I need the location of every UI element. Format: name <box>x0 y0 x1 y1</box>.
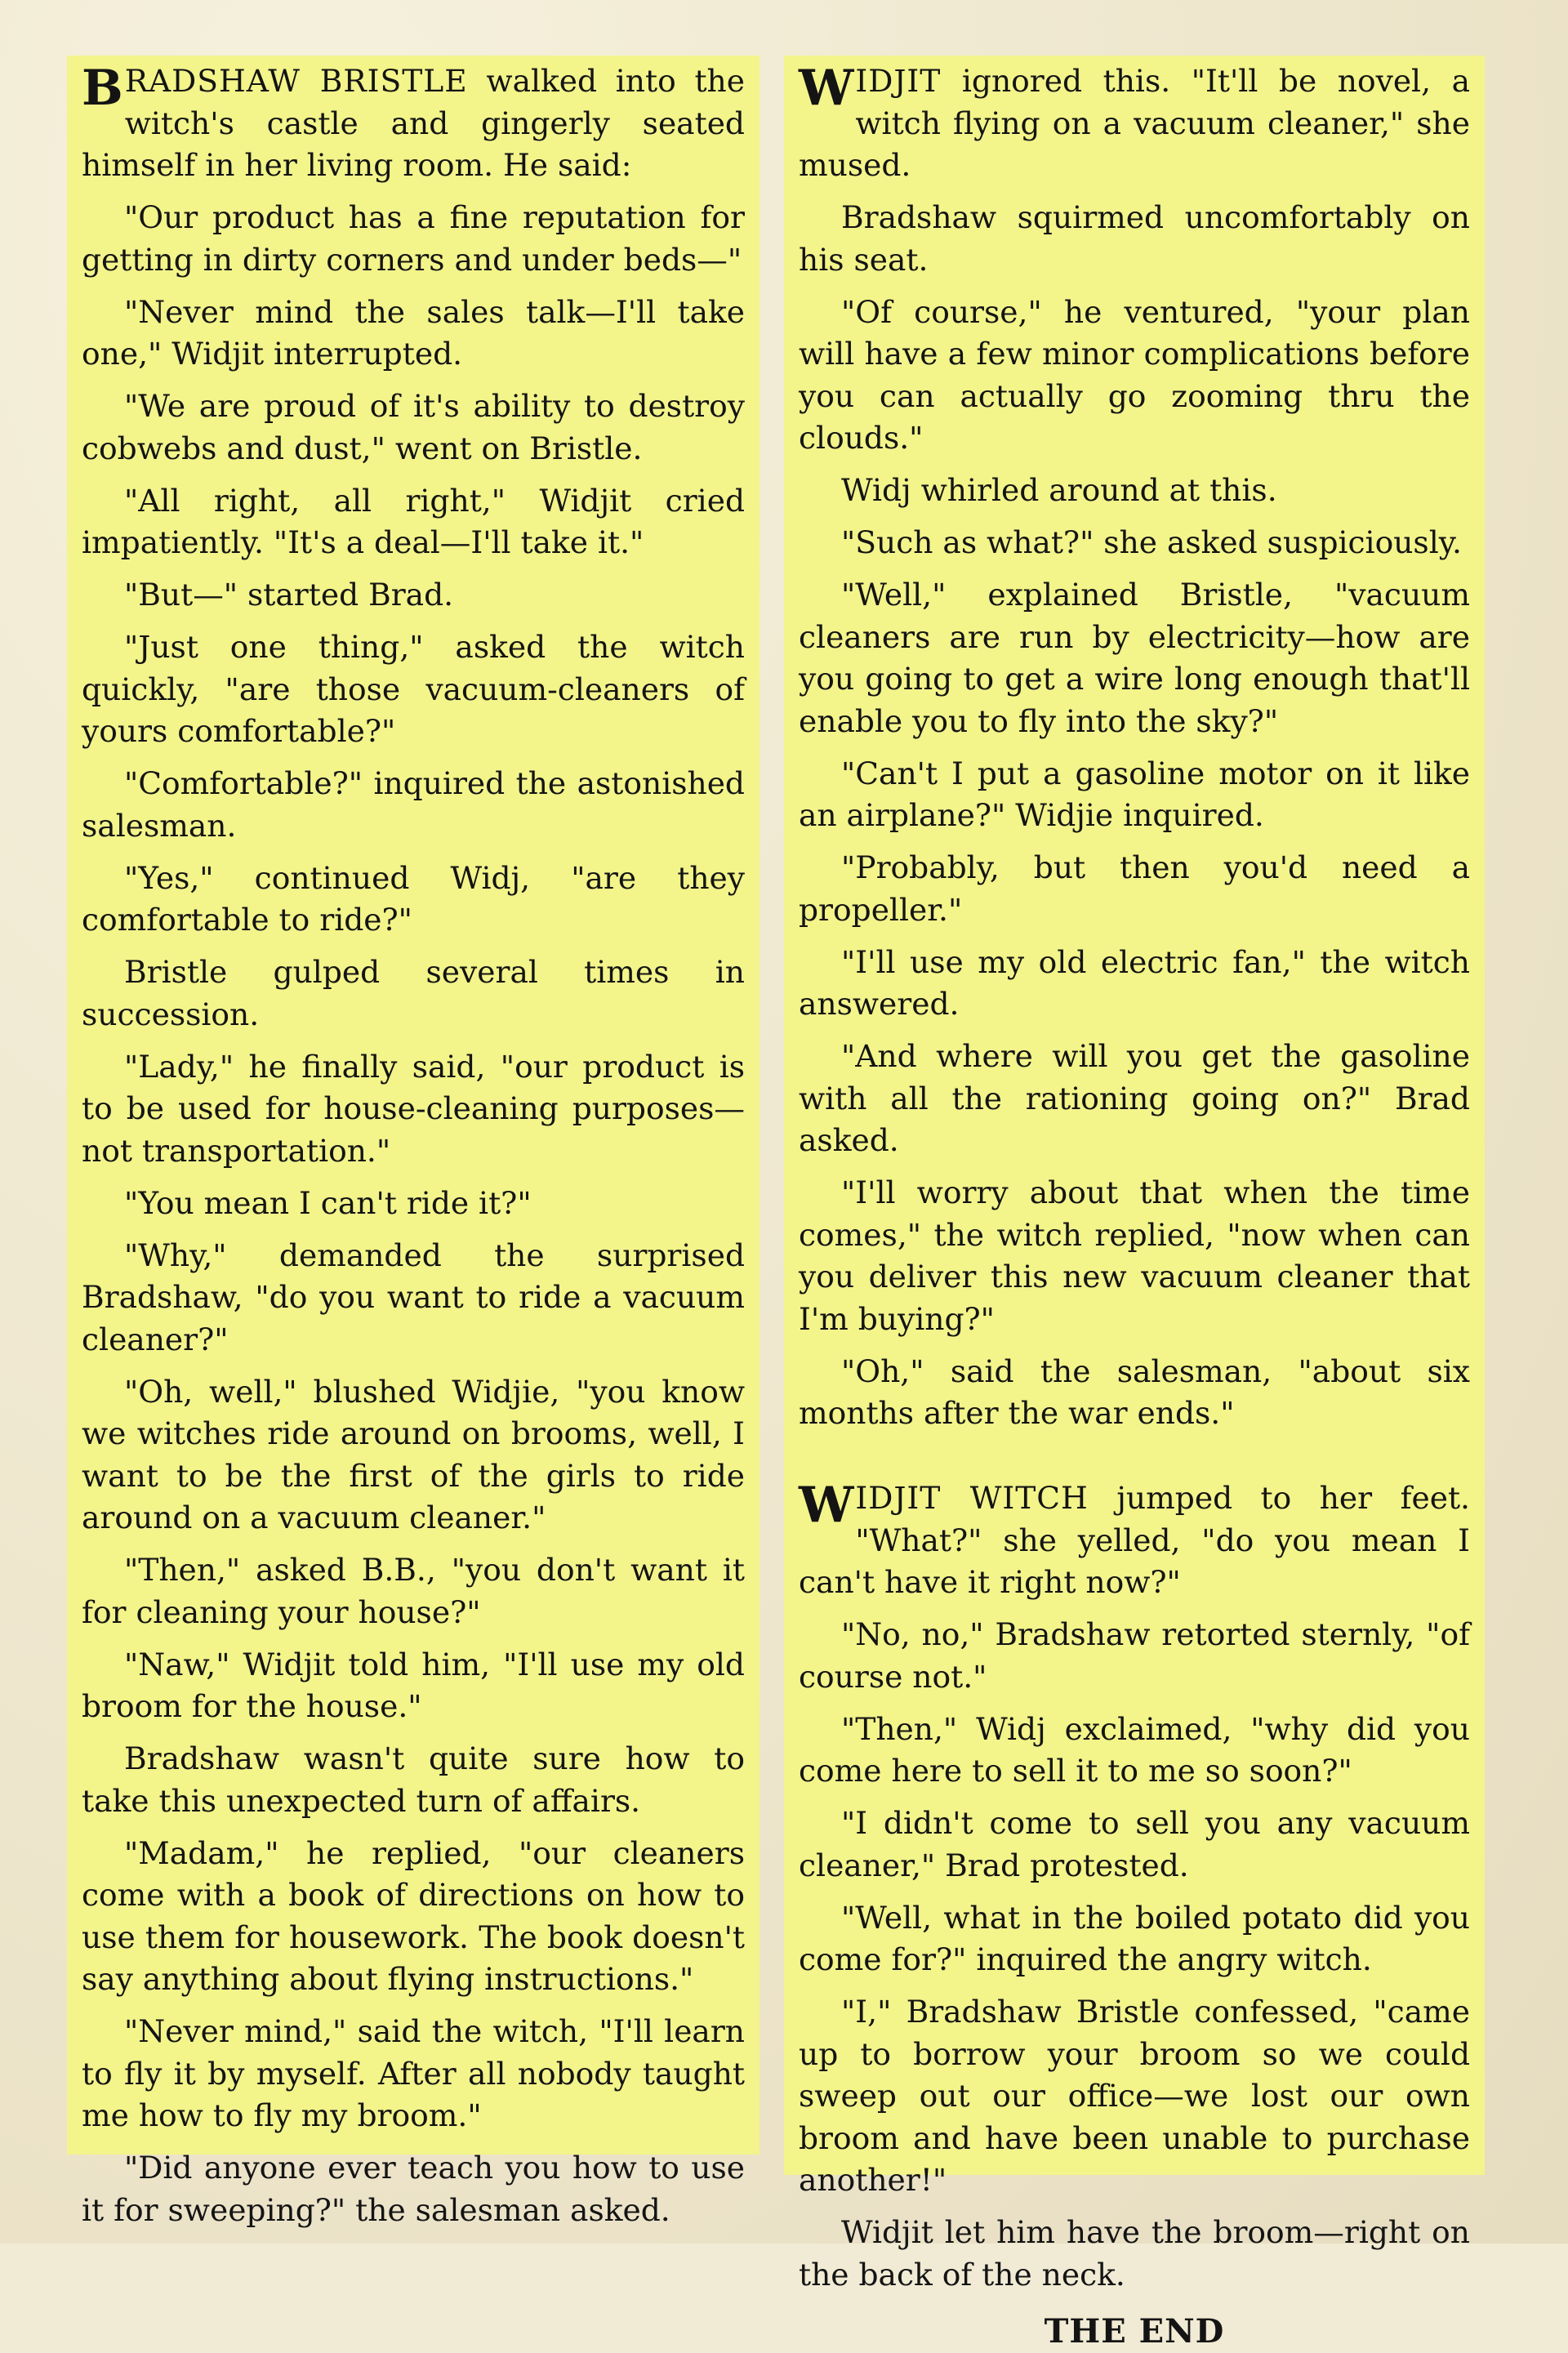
paragraph: "Yes," continued Widj, "are they comfortable to ride?" <box>82 859 745 938</box>
paragraph: "Comfortable?" inquired the astonished salesman. <box>82 765 745 844</box>
paragraph: "Lady," he finally said, "our product is to be used for house-cleaning purposes—not transportation." <box>82 1048 745 1169</box>
lead-text: ignored this. "It'll be novel, a witch flying on a vacuum cleaner," she mused. <box>799 63 1470 183</box>
the-end-heading: THE END <box>1044 2312 1225 2351</box>
paragraph: "Why," demanded the surprised Bradshaw, "do you want to ride a vacuum cleaner?" <box>82 1237 745 1357</box>
paragraph: "Can't I put a gasoline motor on it like an airplane?" Widjie inquired. <box>799 755 1470 833</box>
paragraph: "No, no," Bradshaw retorted sternly, "of course not." <box>799 1616 1470 1695</box>
paragraph: "Such as what?" she asked suspiciously. <box>841 524 1462 560</box>
drop-cap: W <box>799 1477 854 1534</box>
paragraph: "Our product has a fine reputation for getting in dirty corners and under beds—" <box>82 199 745 278</box>
paragraph: "Never mind," said the witch, "I'll learn to fly it by myself. After all nobody taught me how to fly my broom." <box>82 2013 745 2133</box>
paragraph: "All right, all right," Widjit cried impatiently. "It's a deal—I'll take it." <box>82 482 745 560</box>
paragraph: "But—" started Brad. <box>124 577 454 613</box>
lead-text: walked into the witch's castle and gingerly seated himself in her living room. He said: <box>82 63 745 183</box>
paragraph: Bradshaw squirmed uncomfortably on his seat. <box>799 199 1470 278</box>
paragraph: "We are proud of it's ability to destroy cobwebs and dust," went on Bristle. <box>82 388 745 466</box>
lead-paragraph-2 <box>799 1477 1470 1604</box>
paragraph: Widj whirled around at this. <box>841 472 1277 508</box>
drop-cap: B <box>82 60 123 117</box>
paragraph: Bristle gulped several times in succession. <box>82 954 745 1032</box>
lead-smallcaps: IDJIT WITCH <box>855 1480 1089 1516</box>
paragraph: "Just one thing," asked the witch quickly, "are those vacuum-cleaners of yours comfortable?" <box>82 629 745 749</box>
paragraph: "You mean I can't ride it?" <box>124 1184 532 1221</box>
left-column <box>67 56 760 2228</box>
lead-paragraph <box>799 60 1470 187</box>
paragraph: "Naw," Widjit told him, "I'll use my old broom for the house." <box>82 1646 745 1724</box>
paragraph: "Probably, but then you'd need a propeller." <box>799 849 1470 928</box>
paragraph: "Oh, well," blushed Widjie, "you know we witches ride around on brooms, well, I want to be the first of the girls to ride around on a vacuum cleaner." <box>82 1373 745 1535</box>
right-column <box>784 56 1485 2351</box>
paragraph: "I didn't come to sell you any vacuum cleaner," Brad protested. <box>799 1805 1470 1883</box>
section-break <box>799 1445 1470 1477</box>
paragraph: "I'll use my old electric fan," the witch answered. <box>799 943 1470 1022</box>
paragraph: "Of course," he ventured, "your plan will have a few minor complications before you can actually go zooming thru the clouds." <box>799 293 1470 456</box>
paragraph: Widjit let him have the broom—right on the back of the neck. <box>799 2214 1470 2293</box>
lead-text: jumped to her feet. "What?" she yelled, "do you mean I can't have it right now?" <box>799 1480 1470 1600</box>
paragraph: "Oh," said the salesman, "about six months after the war ends." <box>799 1353 1470 1431</box>
paragraph: Bradshaw wasn't quite sure how to take this unexpected turn of affairs. <box>82 1740 745 1819</box>
lead-smallcaps: IDJIT <box>855 63 942 99</box>
paragraph: "I'll worry about that when the time comes," the witch replied, "now when can you deliver this new vacuum cleaner that I'm buying?" <box>799 1174 1470 1337</box>
lead-paragraph <box>82 60 745 187</box>
paragraph: "Madam," he replied, "our cleaners come with a book of directions on how to use them for housework. The book doesn't say anything about flying instructions." <box>82 1834 745 1997</box>
paragraph: "Never mind the sales talk—I'll take one," Widjit interrupted. <box>82 293 745 372</box>
paragraph: "Did anyone ever teach you how to use it for sweeping?" the salesman asked. <box>82 2150 745 2228</box>
paragraph: "Then," asked B.B., "you don't want it for cleaning your house?" <box>82 1552 745 1630</box>
drop-cap: W <box>799 60 854 117</box>
paragraph: "Then," Widj exclaimed, "why did you come here to sell it to me so soon?" <box>799 1710 1470 1789</box>
paragraph: "Well, what in the boiled potato did you come for?" inquired the angry witch. <box>799 1899 1470 1977</box>
lead-smallcaps: RADSHAW BRISTLE <box>124 63 468 99</box>
paragraph: "And where will you get the gasoline with all the rationing going on?" Brad asked. <box>799 1038 1470 1158</box>
paragraph: "Well," explained Bristle, "vacuum cleaners are run by electricity—how are you going to get a wire long enough that'll enable you to fly into the sky?" <box>799 577 1470 739</box>
paragraph: "I," Bradshaw Bristle confessed, "came up to borrow your broom so we could sweep out our office—we lost our own broom and have been unable to purchase another!" <box>799 1994 1470 2198</box>
